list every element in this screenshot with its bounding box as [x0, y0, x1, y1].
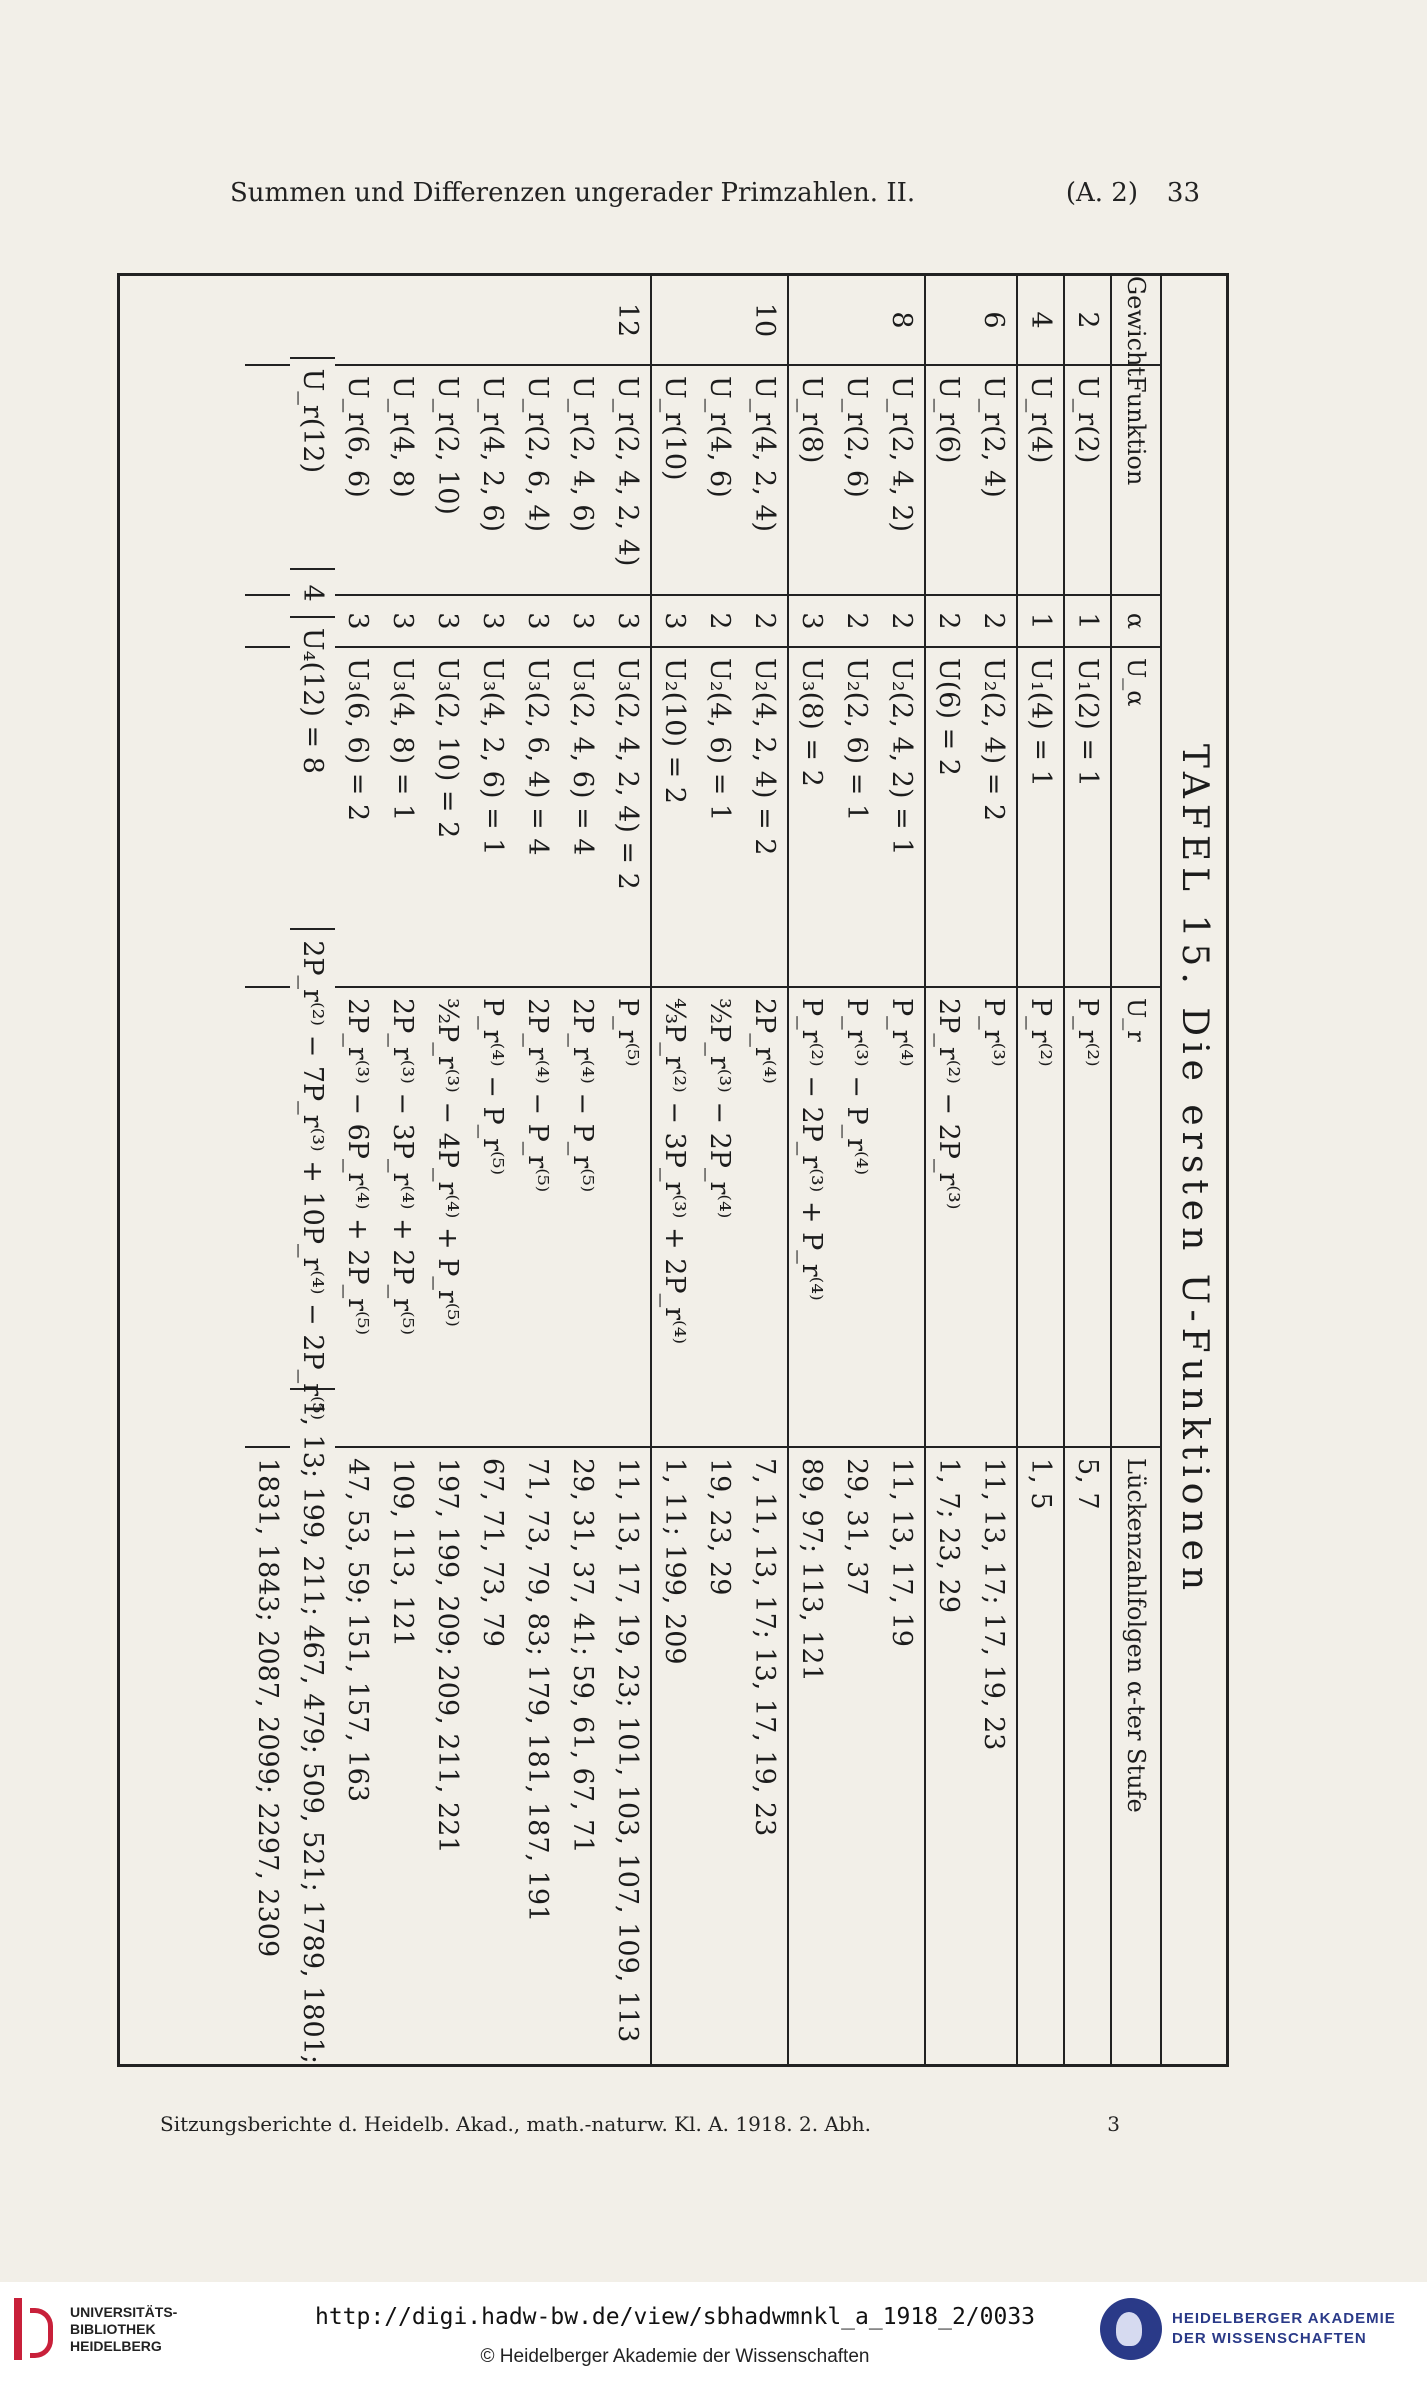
cell-funktion: U_r(6, 6): [335, 366, 380, 596]
cell-u-r: 2P_r⁽⁴⁾ − P_r⁽⁵⁾: [560, 988, 605, 1448]
cell-funktion: U_r(4): [1018, 366, 1063, 596]
cell-folgen: 11, 13, 17; 17, 19, 23: [978, 1458, 1009, 1751]
cell-alpha: 2: [971, 596, 1016, 648]
library-bar: [0, 2282, 1427, 2385]
table-row: [879, 276, 924, 2064]
cell-gewicht: [470, 276, 515, 366]
cell-folgen: 67, 71, 73, 79: [477, 1458, 508, 1647]
cell-u-r: P_r⁽⁴⁾: [879, 988, 924, 1448]
cell-u-alpha: U₂(4, 2, 4) = 2: [742, 648, 787, 988]
cell-gewicht: [380, 276, 425, 366]
cell-u-r: 2P_r⁽⁴⁾ − P_r⁽⁵⁾: [515, 988, 560, 1448]
cell-gewicht: [834, 276, 879, 366]
cell-u-r: ⁴⁄₃P_r⁽²⁾ − 3P_r⁽³⁾ + 2P_r⁽⁴⁾: [652, 988, 697, 1448]
cell-u-r: P_r⁽⁵⁾: [605, 988, 650, 1448]
cell-folgen: 197, 199, 209; 209, 211, 221: [432, 1458, 463, 1854]
cell-alpha: 3: [560, 596, 605, 648]
cell-funktion: U_r(2, 4, 2, 4): [605, 366, 650, 596]
cell-u-alpha: U₂(2, 4, 2) = 1: [879, 648, 924, 988]
cell-folgen: 29, 31, 37: [841, 1458, 872, 1596]
cell-funktion: U_r(2, 4, 2): [879, 366, 924, 596]
cell-alpha: 2: [697, 596, 742, 648]
table-row: [742, 276, 787, 2064]
table-row: [515, 276, 560, 2064]
table-grid: [245, 276, 1160, 2064]
cell-folgen: 1, 5: [1025, 1458, 1056, 1510]
cell-gewicht: 12: [605, 276, 650, 366]
permalink-url[interactable]: http://digi.hadw-bw.de/view/sbhadwmnkl_a_1918_2/0033: [314, 2304, 1036, 2330]
cell-gewicht: [425, 276, 470, 366]
page-footer: [160, 2112, 1120, 2136]
cell-gewicht: [335, 276, 380, 366]
cell-funktion: U_r(6): [926, 366, 971, 596]
cell-u-r: 2P_r⁽²⁾ − 7P_r⁽³⁾ + 10P_r⁽⁴⁾ − 2P_r⁽⁵⁾: [290, 930, 335, 1390]
copyright-notice: © Heidelberger Akademie der Wissenschaften: [480, 2346, 870, 2367]
cell-u-alpha: U₂(4, 6) = 1: [697, 648, 742, 988]
cell-gewicht: [560, 276, 605, 366]
row-group: [245, 276, 650, 2064]
cell-gewicht: [652, 276, 697, 366]
row-group: [650, 276, 787, 2064]
cell-alpha: 3: [380, 596, 425, 648]
running-header: [230, 178, 1200, 208]
cell-u-alpha: U₁(4) = 1: [1018, 648, 1063, 988]
footer-source: Sitzungsberichte d. Heidelb. Akad., math.-naturw. Kl. A. 1918. 2. Abh.: [160, 2112, 871, 2136]
cell-u-r: P_r⁽²⁾ − 2P_r⁽³⁾ + P_r⁽⁴⁾: [789, 988, 834, 1448]
cell-funktion: U_r(10): [652, 366, 697, 596]
cell-funktion: U_r(2, 6, 4): [515, 366, 560, 596]
table-row: [425, 276, 470, 2064]
cell-gewicht: 8: [879, 276, 924, 366]
table-frame: [117, 273, 1229, 2067]
cell-folgen: 1, 7; 23, 29: [933, 1458, 964, 1614]
cell-gewicht: [697, 276, 742, 366]
cell-u-r: P_r⁽²⁾: [1018, 988, 1063, 1448]
academy-line-1: HEIDELBERGER AKADEMIE: [1172, 2310, 1396, 2327]
cell-alpha: 2: [926, 596, 971, 648]
cell-u-alpha: [245, 648, 290, 988]
row-group: [1016, 276, 1063, 2064]
cell-funktion: U_r(4, 2, 4): [742, 366, 787, 596]
cell-gewicht: 10: [742, 276, 787, 366]
table-body: [245, 276, 1110, 2064]
cell-folgen: 1831, 1843; 2087, 2099; 2297, 2309: [252, 1458, 283, 1958]
cell-alpha: 1: [1018, 596, 1063, 648]
cell-funktion: U_r(2, 4, 6): [560, 366, 605, 596]
cell-alpha: 2: [834, 596, 879, 648]
cell-u-r: 2P_r⁽³⁾ − 6P_r⁽⁴⁾ + 2P_r⁽⁵⁾: [335, 988, 380, 1448]
cell-gewicht: [245, 276, 290, 366]
col-header-funktion: Funktion: [1112, 366, 1160, 596]
cell-gewicht: [290, 276, 335, 359]
col-header-lueckenzahlfolgen: Lückenzahlfolgen α-ter Stufe: [1122, 1458, 1150, 1813]
cell-alpha: 4: [290, 570, 335, 618]
cell-u-alpha: U₃(2, 4, 6) = 4: [560, 648, 605, 988]
cell-gewicht: 6: [971, 276, 1016, 366]
table-row: [560, 276, 605, 2064]
table-row: [926, 276, 971, 2064]
row-group: [787, 276, 924, 2064]
cell-folgen: 89, 97; 113, 121: [796, 1458, 827, 1682]
cell-u-alpha: U₃(6, 6) = 2: [335, 648, 380, 988]
table-row: [789, 276, 834, 2064]
cell-alpha: 3: [652, 596, 697, 648]
header-title: Summen und Differenzen ungerader Primzahlen. II.: [230, 178, 916, 208]
cell-gewicht: [515, 276, 560, 366]
header-page-number: 33: [1166, 178, 1200, 208]
table-row: [1018, 276, 1063, 2064]
cell-folgen: 71, 73, 79, 83; 179, 181, 187, 191: [522, 1458, 553, 1923]
cell-folgen: 19, 23, 29: [704, 1458, 735, 1596]
cell-gewicht: 2: [1065, 276, 1110, 366]
cell-funktion: U_r(2, 6): [834, 366, 879, 596]
cell-u-r: P_r⁽²⁾: [1065, 988, 1110, 1448]
ub-line-2: BIBLIOTHEK: [70, 2320, 156, 2337]
table-title: TAFEL 15. Die ersten U-Funktionen: [1160, 276, 1226, 2064]
cell-gewicht: [789, 276, 834, 366]
cell-u-alpha: U₃(8) = 2: [789, 648, 834, 988]
table-row: [1065, 276, 1110, 2064]
col-header-u-r: U_r: [1112, 988, 1160, 1448]
cell-funktion: U_r(12): [290, 359, 335, 571]
cell-folgen: 109, 113, 121: [387, 1458, 418, 1647]
cell-u-alpha: U₄(12) = 8: [290, 618, 335, 930]
cell-funktion: U_r(4, 8): [380, 366, 425, 596]
cell-u-alpha: U₃(4, 8) = 1: [380, 648, 425, 988]
cell-funktion: U_r(4, 6): [697, 366, 742, 596]
table-row: [652, 276, 697, 2064]
cell-folgen: 11, 13, 17, 19, 23; 101, 103, 107, 109, 113: [612, 1458, 643, 2043]
cell-u-r: 2P_r⁽²⁾ − 2P_r⁽³⁾: [926, 988, 971, 1448]
table-row: [834, 276, 879, 2064]
cell-u-r: ³⁄₂P_r⁽³⁾ − 2P_r⁽⁴⁾: [697, 988, 742, 1448]
cell-alpha: [245, 596, 290, 648]
cell-u-alpha: U₁(2) = 1: [1065, 648, 1110, 988]
cell-alpha: 3: [605, 596, 650, 648]
cell-folgen: 7, 11, 13, 17; 13, 17, 19, 23: [749, 1458, 780, 1837]
cell-alpha: 3: [515, 596, 560, 648]
table-row: [290, 276, 335, 2064]
cell-u-alpha: U₃(2, 6, 4) = 4: [515, 648, 560, 988]
cell-funktion: [245, 366, 290, 596]
cell-folgen: 5, 7: [1072, 1458, 1103, 1510]
cell-folgen: 1, 13; 199, 211; 467, 479; 509, 521; 1789, 1801;: [297, 1400, 328, 2065]
table-row: [697, 276, 742, 2064]
cell-alpha: 2: [742, 596, 787, 648]
cell-folgen: 1, 11; 199, 209: [659, 1458, 690, 1665]
table-row: [245, 276, 290, 2064]
row-group: [924, 276, 1016, 2064]
cell-u-r: P_r⁽⁴⁾ − P_r⁽⁵⁾: [470, 988, 515, 1448]
cell-folgen: 11, 13, 17, 19: [886, 1458, 917, 1647]
academy-seal-icon: [1100, 2298, 1162, 2360]
cell-funktion: U_r(8): [789, 366, 834, 596]
ub-line-3: HEIDELBERG: [70, 2337, 162, 2354]
ub-line-1: UNIVERSITÄTS-: [70, 2303, 178, 2320]
cell-funktion: U_r(4, 2, 6): [470, 366, 515, 596]
cell-u-alpha: U₃(2, 4, 2, 4) = 2: [605, 648, 650, 988]
cell-funktion: U_r(2, 4): [971, 366, 1016, 596]
cell-gewicht: 4: [1018, 276, 1063, 366]
col-header-u-alpha: U_α: [1112, 648, 1160, 988]
header-ref: (A. 2): [1065, 178, 1138, 208]
col-header-gewicht: Gewicht: [1112, 276, 1160, 366]
academy-line-2: DER WISSENSCHAFTEN: [1172, 2330, 1367, 2347]
u-functions-table: [117, 273, 1229, 2067]
cell-u-alpha: U(6) = 2: [926, 648, 971, 988]
cell-u-r: P_r⁽³⁾: [971, 988, 1016, 1448]
cell-folgen: 47, 53, 59; 151, 157, 163: [342, 1458, 373, 1803]
cell-alpha: 3: [335, 596, 380, 648]
cell-u-r: ³⁄₂P_r⁽³⁾ − 4P_r⁽⁴⁾ + P_r⁽⁵⁾: [425, 988, 470, 1448]
cell-u-r: [245, 988, 290, 1448]
table-row: [605, 276, 650, 2064]
col-header-alpha: α: [1112, 596, 1160, 648]
cell-u-r: 2P_r⁽³⁾ − 3P_r⁽⁴⁾ + 2P_r⁽⁵⁾: [380, 988, 425, 1448]
cell-u-alpha: U₃(2, 10) = 2: [425, 648, 470, 988]
academy-logo[interactable]: [1100, 2298, 1396, 2360]
cell-u-alpha: U₂(10) = 2: [652, 648, 697, 988]
cell-folgen: 29, 31, 37, 41; 59, 61, 67, 71: [567, 1458, 598, 1854]
cell-u-r: P_r⁽³⁾ − P_r⁽⁴⁾: [834, 988, 879, 1448]
cell-alpha: 3: [425, 596, 470, 648]
table-row: [971, 276, 1016, 2064]
cell-u-alpha: U₂(2, 6) = 1: [834, 648, 879, 988]
cell-u-alpha: U₃(4, 2, 6) = 1: [470, 648, 515, 988]
table-row: [380, 276, 425, 2064]
cell-funktion: U_r(2, 10): [425, 366, 470, 596]
cell-alpha: 3: [789, 596, 834, 648]
row-group: [1063, 276, 1110, 2064]
ub-logo-icon: [14, 2298, 60, 2360]
table-row: [335, 276, 380, 2064]
table-header-row: [1110, 276, 1160, 2064]
cell-funktion: U_r(2): [1065, 366, 1110, 596]
cell-alpha: 1: [1065, 596, 1110, 648]
cell-u-alpha: U₂(2, 4) = 2: [971, 648, 1016, 988]
university-library-logo[interactable]: [14, 2298, 177, 2360]
cell-gewicht: [926, 276, 971, 366]
cell-u-r: 2P_r⁽⁴⁾: [742, 988, 787, 1448]
cell-alpha: 3: [470, 596, 515, 648]
table-row: [470, 276, 515, 2064]
cell-alpha: 2: [879, 596, 924, 648]
footer-page-number: 3: [1107, 2112, 1120, 2136]
